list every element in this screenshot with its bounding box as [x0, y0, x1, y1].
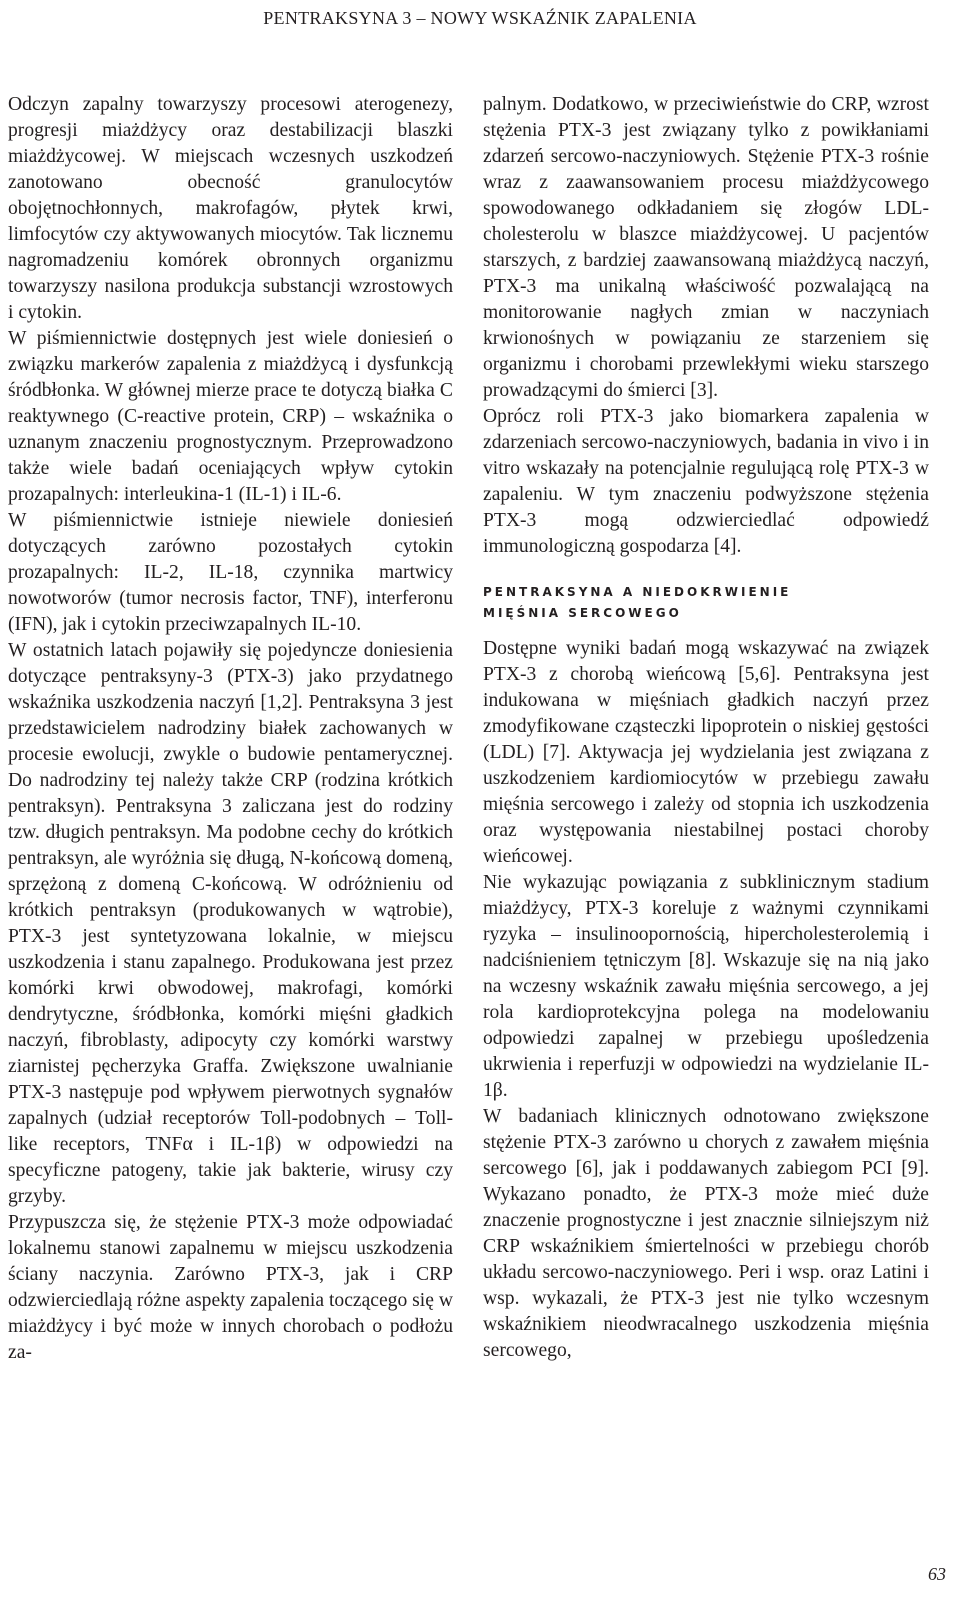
paragraph: Dostępne wyniki badań mogą wskazywać na związek PTX-3 z chorobą wieńcową [5,6]. Pentraksyna jest indukowana w mięśniach gładkich naczyń przez zmodyfikowane cząsteczki lipoprotein o niskiej gęstości (LDL) [7]. Aktywacja jej wydzielania jest związana z uszkodzeniem kardiomiocytów w przebiegu zawału mięśnia sercowego i zależy od stopnia ich uszkodzenia oraz występowania niestabilnej postaci choroby wieńcowej. [483, 638, 929, 867]
paragraph: W ostatnich latach pojawiły się pojedyncze doniesienia dotyczące pentraksyny-3 (PTX-3) jako przydatnego wskaźnika uszkodzenia naczyń [1,2]. Pentraksyna 3 jest przedstawicielem nadrodziny białek zachowanych w procesie ewolucji, zwykle o budowie pentamerycznej. Do nadrodziny tej należy także CRP (rodzina krótkich pentraksyn). Pentraksyna 3 zaliczana jest do rodziny tzw. długich pentraksyn. Ma podobne cechy do krótkich pentraksyn, ale wyróżnia się długą, N-końcową domeną, sprzężoną z domeną C-końcową. W odróżnieniu od krótkich pentraksyn (produkowanych w wątrobie), PTX-3 jest syntetyzowana lokalnie, w miejscu uszkodzenia i stanu zapalnego. Produkowana jest przez komórki krwi obwodowej, makrofagi, komórki dendrytyczne, śródbłonka, komórki mięśni gładkich naczyń, fibroblasty, adipocyty czy komórki warstwy ziarnistej pęcherzyka Graffa. Zwiększone uwalnianie PTX-3 następuje pod wpływem pierwotnych sygnałów zapalnych (udział receptorów Toll-podobnych – Toll-like receptors, TNFα i IL-1β) w odpowiedzi na specyficzne patogeny, takie jak bakterie, wirusy czy grzyby. [8, 640, 453, 1207]
paragraph: W piśmiennictwie dostępnych jest wiele doniesień o związku markerów zapalenia z miażdżycą i dysfunkcją śródbłonka. W głównej mierze prace te dotyczą białka C reaktywnego (C-reactive protein, CRP) – wskaźnika o uznanym znaczeniu prognostycznym. Przeprowadzono także wiele badań oceniających wpływ cytokin prozapalnych: interleukina-1 (IL-1) i IL-6. [8, 328, 453, 505]
section-heading [483, 582, 929, 624]
section-heading-line: PENTRAKSYNA A NIEDOKRWIENIE [483, 585, 792, 599]
paragraph: Przypuszcza się, że stężenie PTX-3 może odpowiadać lokalnemu stanowi zapalnemu w miejscu uszkodzenia ściany naczynia. Zarówno PTX-3, jak i CRP odzwierciedlają różne aspekty zapalenia toczącego się w miażdżycy i być może w innych chorobach o podłożu za- [8, 1212, 453, 1363]
paragraph: Nie wykazując powiązania z subklinicznym stadium miażdżycy, PTX-3 koreluje z ważnymi czynnikami ryzyka – insulinoopornością, hipercholesterolemią i nadciśnieniem tętniczym [8]. Wskazuje się na nią jako na wczesny wskaźnik zawału mięśnia sercowego, a jej rola kardioprotekcyjna polega na modelowaniu odpowiedzi zapalnej w przebiegu upośledzenia ukrwienia i reperfuzji w odpowiedzi na wydzielanie IL-1β. [483, 872, 929, 1101]
paragraph: W badaniach klinicznych odnotowano zwiększone stężenie PTX-3 zarówno u chorych z zawałem mięśnia sercowego [6], jak i poddawanych zabiegom PCI [9]. Wykazano ponadto, że PTX-3 może mieć duże znaczenie prognostyczne i jest znacznie silniejszym niż CRP wskaźnikiem śmiertelności w przebiegu chorób układu sercowo-naczyniowego. Peri i wsp. oraz Latini i wsp. wykazali, że PTX-3 jest nie tylko wczesnym wskaźnikiem nieodwracalnego uszkodzenia mięśnia sercowego, [483, 1106, 929, 1361]
page-number: 63 [928, 1564, 946, 1584]
left-text-column [8, 92, 453, 1366]
section-heading-line: MIĘŚNIA SERCOWEGO [483, 606, 682, 620]
paragraph: Odczyn zapalny towarzyszy procesowi aterogenezy, progresji miażdżycy oraz destabilizacji blaszki miażdżycowej. W miejscach wczesnych uszkodzeń zanotowano obecność granulocytów obojętnochłonnych, makrofagów, płytek krwi, limfocytów czy aktywowanych miocytów. Tak licznemu nagromadzeniu komórek obronnych organizmu towarzyszy nasilona produkcja substancji wzrostowych i cytokin. [8, 94, 453, 323]
right-text-column [483, 92, 929, 1364]
paragraph: palnym. Dodatkowo, w przeciwieństwie do CRP, wzrost stężenia PTX-3 jest związany tylko z powikłaniami zdarzeń sercowo-naczyniowych. Stężenie PTX-3 rośnie wraz z zaawansowaniem procesu miażdżycowego spowodowanego odkładaniem się złogów LDL-cholesterolu w blaszce miażdżycowej. U pacjentów starszych, z bardziej zaawansowaną miażdżycą naczyń, PTX-3 ma unikalną właściwość pozwalającą na monitorowanie nagłych zmian w naczyniach krwionośnych w powiązaniu ze starzeniem się organizmu i chorobami przewlekłymi wieku starszego prowadzącymi do śmierci [3]. [483, 94, 929, 401]
paragraph: W piśmiennictwie istnieje niewiele doniesień dotyczących zarówno pozostałych cytokin prozapalnych: IL-2, IL-18, czynnika martwicy nowotworów (tumor necrosis factor, TNF), interferonu (IFN), jak i cytokin przeciwzapalnych IL-10. [8, 510, 453, 635]
paragraph: Oprócz roli PTX-3 jako biomarkera zapalenia w zdarzeniach sercowo-naczyniowych, badania in vivo i in vitro wskazały na potencjalnie regulującą rolę PTX-3 w zapaleniu. W tym znaczeniu podwyższone stężenia PTX-3 mogą odzwierciedlać odpowiedź immunologiczną gospodarza [4]. [483, 406, 929, 557]
running-title: PENTRAKSYNA 3 – NOWY WSKAŹNIK ZAPALENIA [263, 8, 697, 28]
